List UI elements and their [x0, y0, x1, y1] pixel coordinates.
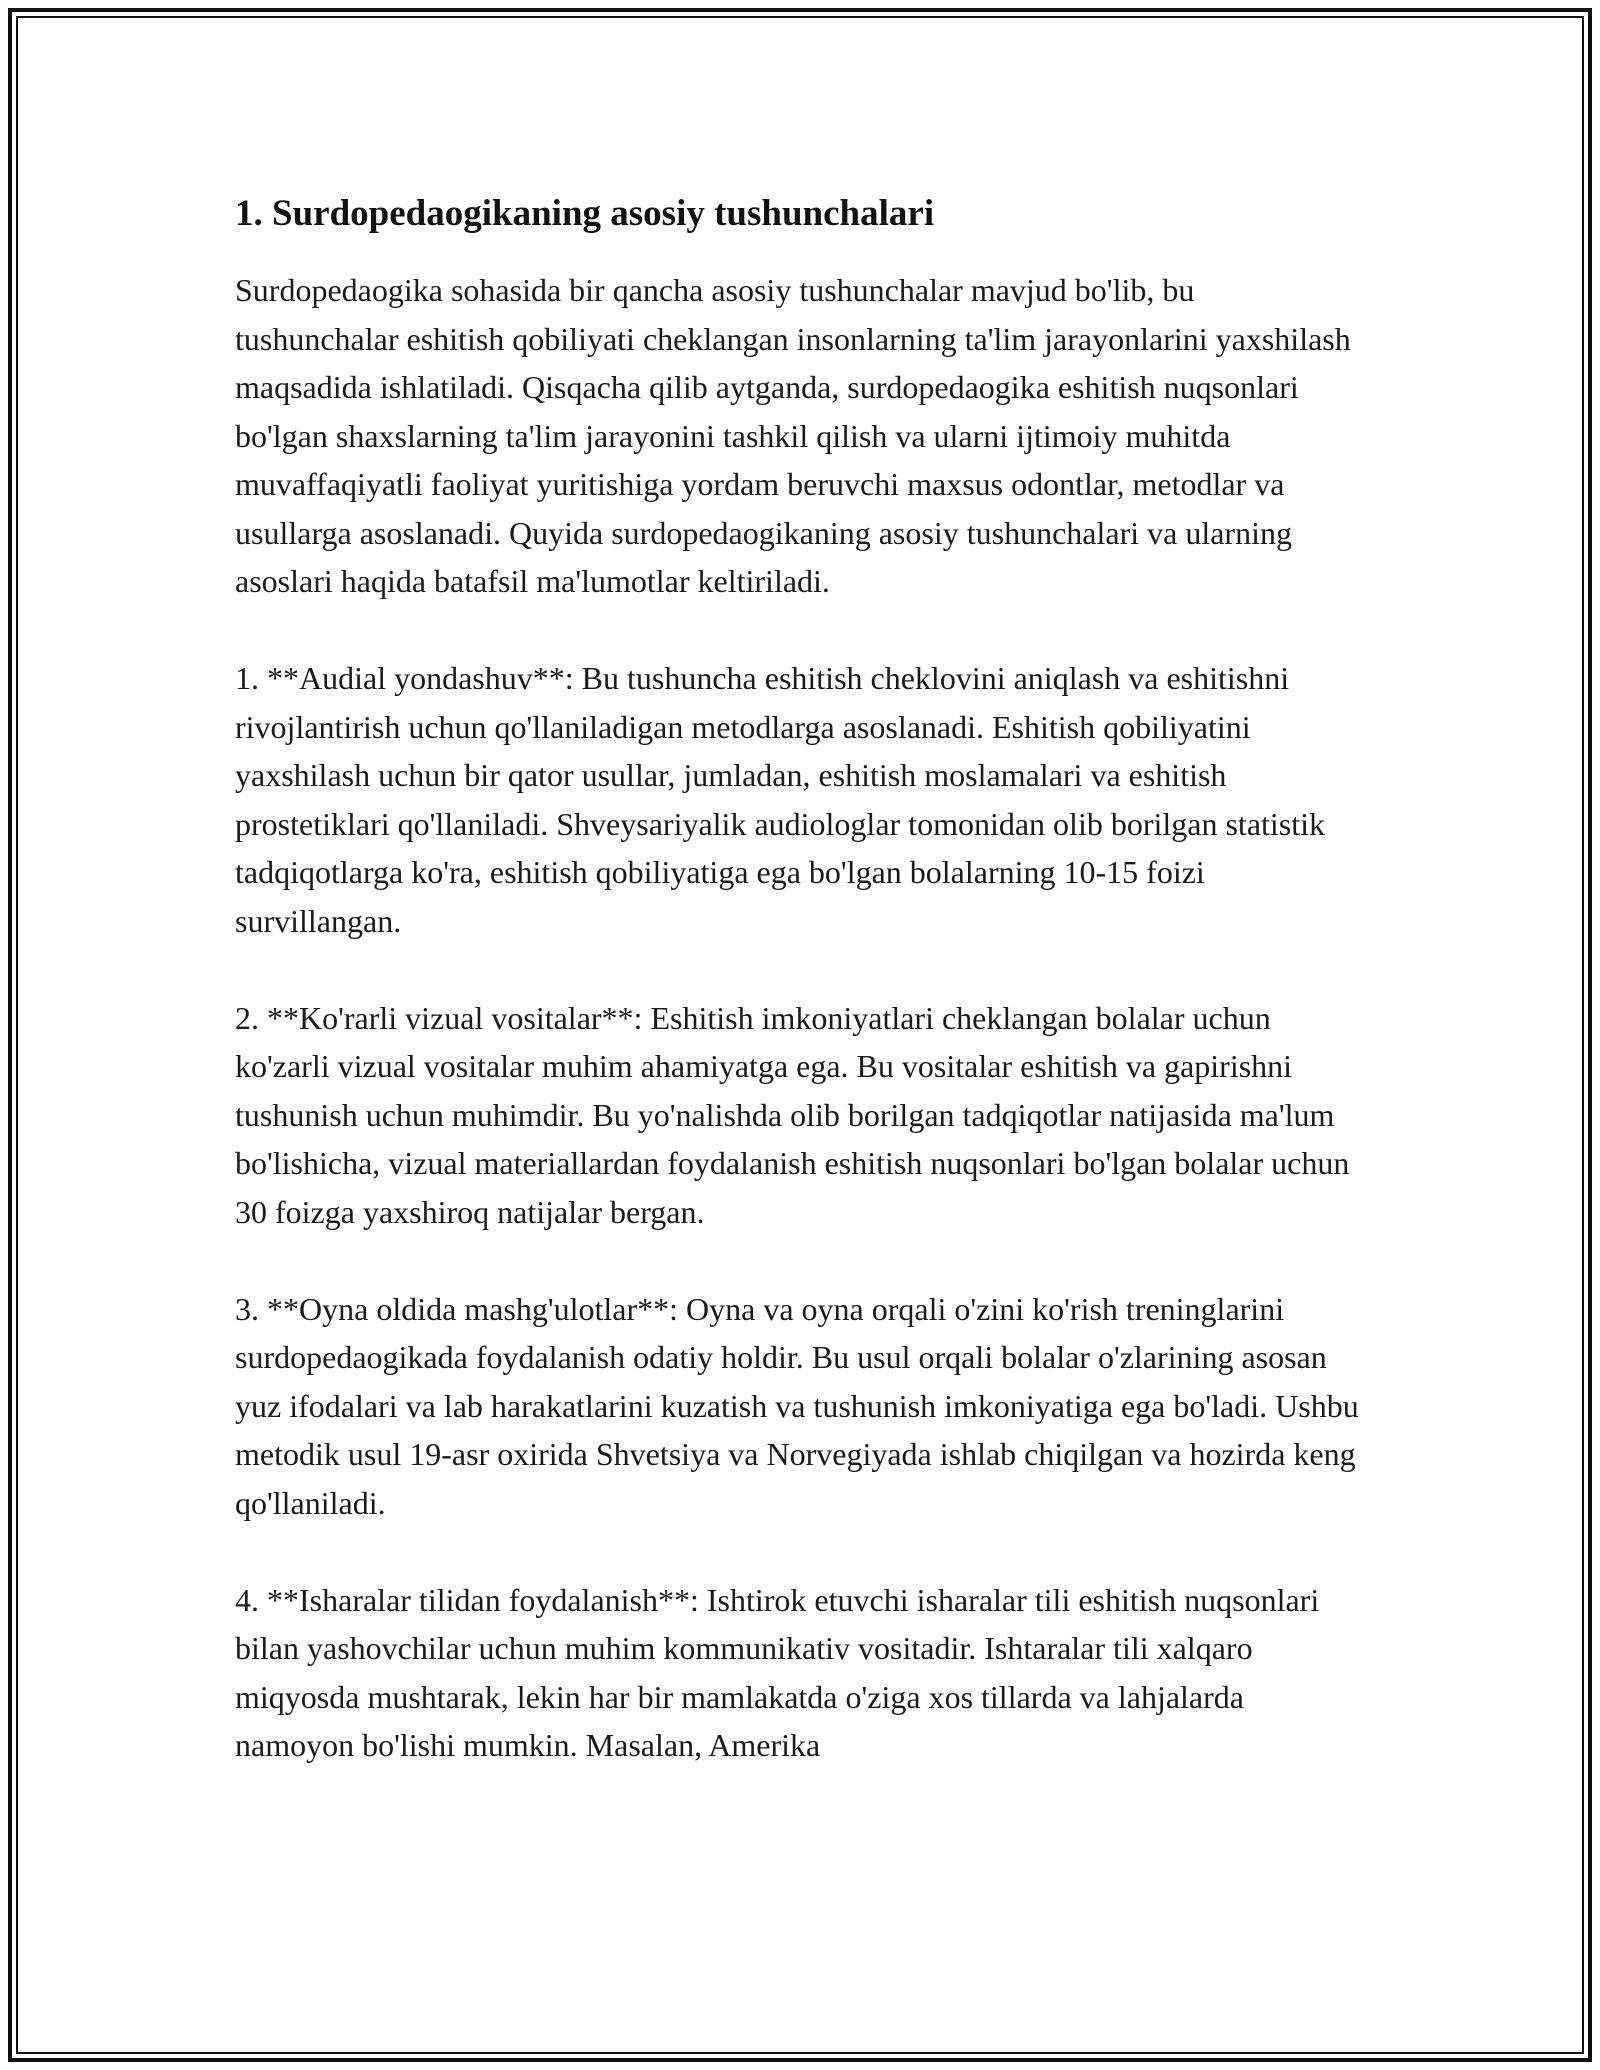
list-item-audial-approach: 1. **Audial yondashuv**: Bu tushuncha eshitish cheklovini aniqlash va eshitishni rivojlantirish uchun qo'llaniladigan metodlarga asoslanadi. Eshitish qobiliyatini yaxshilash uchun bir qator usullar, jumladan, eshitish moslamalari va eshitish prostetiklari qo'llaniladi. Shveysariyalik audiologlar tomonidan olib borilgan statistik tadqiqotlarga ko'ra, eshitish qobiliyatiga ega bo'lgan bolalarning 10-15 foizi survillangan.: [235, 660, 1326, 939]
section-heading: 1. Surdopedaogikaning asosiy tushunchalari: [235, 193, 935, 234]
document-body: [235, 180, 1365, 1770]
list-item-mirror-exercises: 3. **Oyna oldida mashg'ulotlar**: Oyna va oyna orqali o'zini ko'rish treninglarini surdopedaogikada foydalanish odatiy holdir. Bu usul orqali bolalar o'zlarining asosan yuz ifodalari va lab harakatlarini kuzatish va tushunish imkoniyatiga ega bo'ladi. Ushbu metodik usul 19-asr oxirida Shvetsiya va Norvegiyada ishlab chiqilgan va hozirda keng qo'llaniladi.: [235, 1290, 1359, 1521]
list-item-visual-aids: 2. **Ko'rarli vizual vositalar**: Eshitish imkoniyatlari cheklangan bolalar uchun ko'zarli vizual vositalar muhim ahamiyatga ega. Bu vositalar eshitish va gapirishni tushunish uchun muhimdir. Bu yo'nalishda olib borilgan tadqiqotlar natijasida ma'lum bo'lishicha, vizual materiallardan foydalanish eshitish nuqsonlari bo'lgan bolalar uchun 30 foizga yaxshiroq natijalar bergan.: [235, 999, 1350, 1230]
intro-paragraph: Surdopedaogika sohasida bir qancha asosiy tushunchalar mavjud bo'lib, bu tushunchalar eshitish qobiliyati cheklangan insonlarning ta'lim jarayonlarini yaxshilash maqsadida ishlatiladi. Qisqacha qilib aytganda, surdopedaogika eshitish nuqsonlari bo'lgan shaxslarning ta'lim jarayonini tashkil qilish va ularni ijtimoiy muhitda muvaffaqiyatli faoliyat yuritishiga yordam beruvchi maxsus odontlar, metodlar va usullarga asoslanadi. Quyida surdopedaogikaning asosiy tushunchalari va ularning asoslari haqida batafsil ma'lumotlar keltiriladi.: [235, 272, 1351, 599]
list-item-sign-language: 4. **Isharalar tilidan foydalanish**: Ishtirok etuvchi isharalar tili eshitish nuqsonlari bilan yashovchilar uchun muhim kommunikativ vositadir. Ishtaralar tili xalqaro miqyosda mushtarak, lekin har bir mamlakatda o'ziga xos tillarda va lahjalarda namoyon bo'lishi mumkin. Masalan, Amerika: [235, 1581, 1320, 1763]
